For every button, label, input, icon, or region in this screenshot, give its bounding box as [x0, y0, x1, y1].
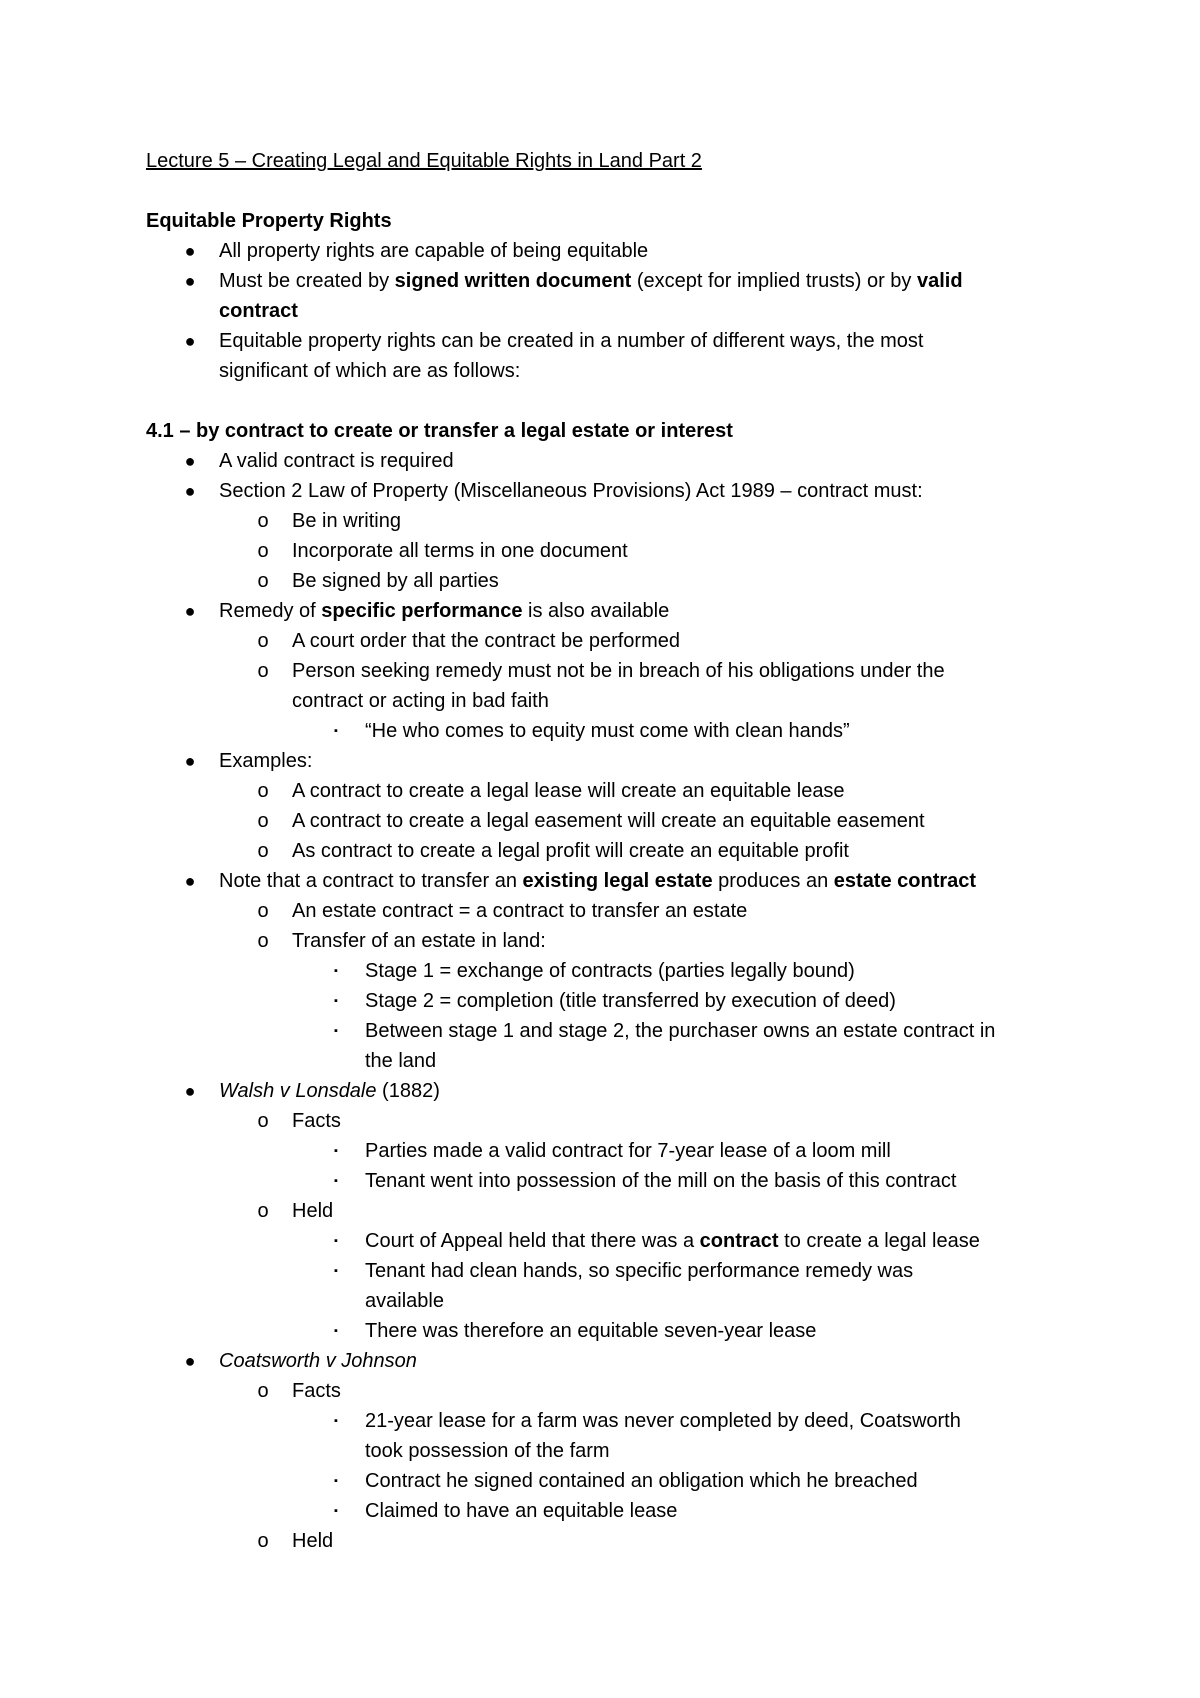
- circle-marker: o: [257, 900, 269, 922]
- circle-marker: o: [257, 660, 269, 682]
- list-item-continuation: took possession of the farm: [365, 1440, 610, 1462]
- list-item: ▪ Stage 2 = completion (title transferred by execution of deed): [146, 986, 1086, 1016]
- list-item: ● Note that a contract to transfer an existing legal estate produces an estate contract: [146, 866, 1086, 896]
- list-item: o Be in writing: [146, 506, 1086, 536]
- square-marker: ▪: [334, 1145, 338, 1157]
- list-item: o Facts: [146, 1376, 1086, 1406]
- list-item: ● Walsh v Lonsdale (1882): [146, 1076, 1086, 1106]
- section-heading-equitable-rights: Equitable Property Rights: [146, 210, 392, 232]
- list-item: o Held: [146, 1526, 1086, 1556]
- list-item: ● Coatsworth v Johnson: [146, 1346, 1086, 1376]
- circle-marker: o: [257, 1200, 269, 1222]
- list-item: ▪ Between stage 1 and stage 2, the purchaser owns an estate contract in: [146, 1016, 1086, 1046]
- square-marker: ▪: [334, 1025, 338, 1037]
- square-marker: ▪: [334, 965, 338, 977]
- square-marker: ▪: [334, 1325, 338, 1337]
- list-item: o Transfer of an estate in land:: [146, 926, 1086, 956]
- bullet-marker: ●: [184, 1351, 196, 1371]
- bullet-marker: ●: [184, 241, 196, 261]
- circle-marker: o: [257, 840, 269, 862]
- circle-marker: o: [257, 510, 269, 532]
- list-item: ● All property rights are capable of being equitable: [146, 236, 1086, 266]
- circle-marker: o: [257, 630, 269, 652]
- square-marker: ▪: [334, 1505, 338, 1517]
- list-item: o A contract to create a legal easement will create an equitable easement: [146, 806, 1086, 836]
- list-item: ● Remedy of specific performance is also available: [146, 596, 1086, 626]
- list-item: ● Must be created by signed written document (except for implied trusts) or by valid: [146, 266, 1086, 296]
- square-marker: ▪: [334, 1235, 338, 1247]
- bullet-marker: ●: [184, 601, 196, 621]
- bullet-marker: ●: [184, 1081, 196, 1101]
- square-marker: ▪: [334, 1415, 338, 1427]
- circle-marker: o: [257, 1380, 269, 1402]
- square-marker: ▪: [334, 1175, 338, 1187]
- list-item: ▪ Stage 1 = exchange of contracts (parties legally bound): [146, 956, 1086, 986]
- circle-marker: o: [257, 930, 269, 952]
- list-item: ▪ Tenant went into possession of the mill on the basis of this contract: [146, 1166, 1086, 1196]
- list-item: o As contract to create a legal profit will create an equitable profit: [146, 836, 1086, 866]
- list-item: ▪ Tenant had clean hands, so specific performance remedy was: [146, 1256, 1086, 1286]
- circle-marker: o: [257, 570, 269, 592]
- list-item: o Be signed by all parties: [146, 566, 1086, 596]
- bullet-marker: ●: [184, 331, 196, 351]
- section-heading-4-1: 4.1 – by contract to create or transfer a legal estate or interest: [146, 420, 733, 442]
- list-item: ● Examples:: [146, 746, 1086, 776]
- list-item: o A contract to create a legal lease will create an equitable lease: [146, 776, 1086, 806]
- list-item: o Held: [146, 1196, 1086, 1226]
- bullet-marker: ●: [184, 451, 196, 471]
- square-marker: ▪: [334, 1475, 338, 1487]
- square-marker: ▪: [334, 1265, 338, 1277]
- circle-marker: o: [257, 1530, 269, 1552]
- list-item: ● Equitable property rights can be created in a number of different ways, the most: [146, 326, 1086, 356]
- list-item: ● A valid contract is required: [146, 446, 1086, 476]
- list-item-continuation: contract: [219, 300, 298, 322]
- list-item: o Facts: [146, 1106, 1086, 1136]
- list-item-continuation: available: [365, 1290, 444, 1312]
- bullet-marker: ●: [184, 481, 196, 501]
- bullet-marker: ●: [184, 271, 196, 291]
- list-item: ▪ Court of Appeal held that there was a contract to create a legal lease: [146, 1226, 1086, 1256]
- bullet-marker: ●: [184, 751, 196, 771]
- bullet-marker: ●: [184, 871, 196, 891]
- circle-marker: o: [257, 810, 269, 832]
- list-item: ▪ There was therefore an equitable seven-year lease: [146, 1316, 1086, 1346]
- list-item: ▪ 21-year lease for a farm was never completed by deed, Coatsworth: [146, 1406, 1086, 1436]
- circle-marker: o: [257, 1110, 269, 1132]
- list-item: ▪ “He who comes to equity must come with clean hands”: [146, 716, 1086, 746]
- list-item-continuation: the land: [365, 1050, 437, 1072]
- circle-marker: o: [257, 780, 269, 802]
- square-marker: ▪: [334, 995, 338, 1007]
- list-item: ▪ Parties made a valid contract for 7-year lease of a loom mill: [146, 1136, 1086, 1166]
- list-item: ▪ Contract he signed contained an obligation which he breached: [146, 1466, 1086, 1496]
- list-item: ● Section 2 Law of Property (Miscellaneous Provisions) Act 1989 – contract must:: [146, 476, 1086, 506]
- list-item-continuation: significant of which are as follows:: [219, 360, 521, 382]
- list-item: o Person seeking remedy must not be in breach of his obligations under the: [146, 656, 1086, 686]
- list-item: o Incorporate all terms in one document: [146, 536, 1086, 566]
- circle-marker: o: [257, 540, 269, 562]
- list-item: ▪ Claimed to have an equitable lease: [146, 1496, 1086, 1526]
- document-body: [146, 146, 1086, 1556]
- list-item: o An estate contract = a contract to transfer an estate: [146, 896, 1086, 926]
- square-marker: ▪: [334, 725, 338, 737]
- lecture-title: Lecture 5 – Creating Legal and Equitable Rights in Land Part 2: [146, 150, 702, 172]
- list-item: o A court order that the contract be performed: [146, 626, 1086, 656]
- list-item-continuation: contract or acting in bad faith: [292, 690, 549, 712]
